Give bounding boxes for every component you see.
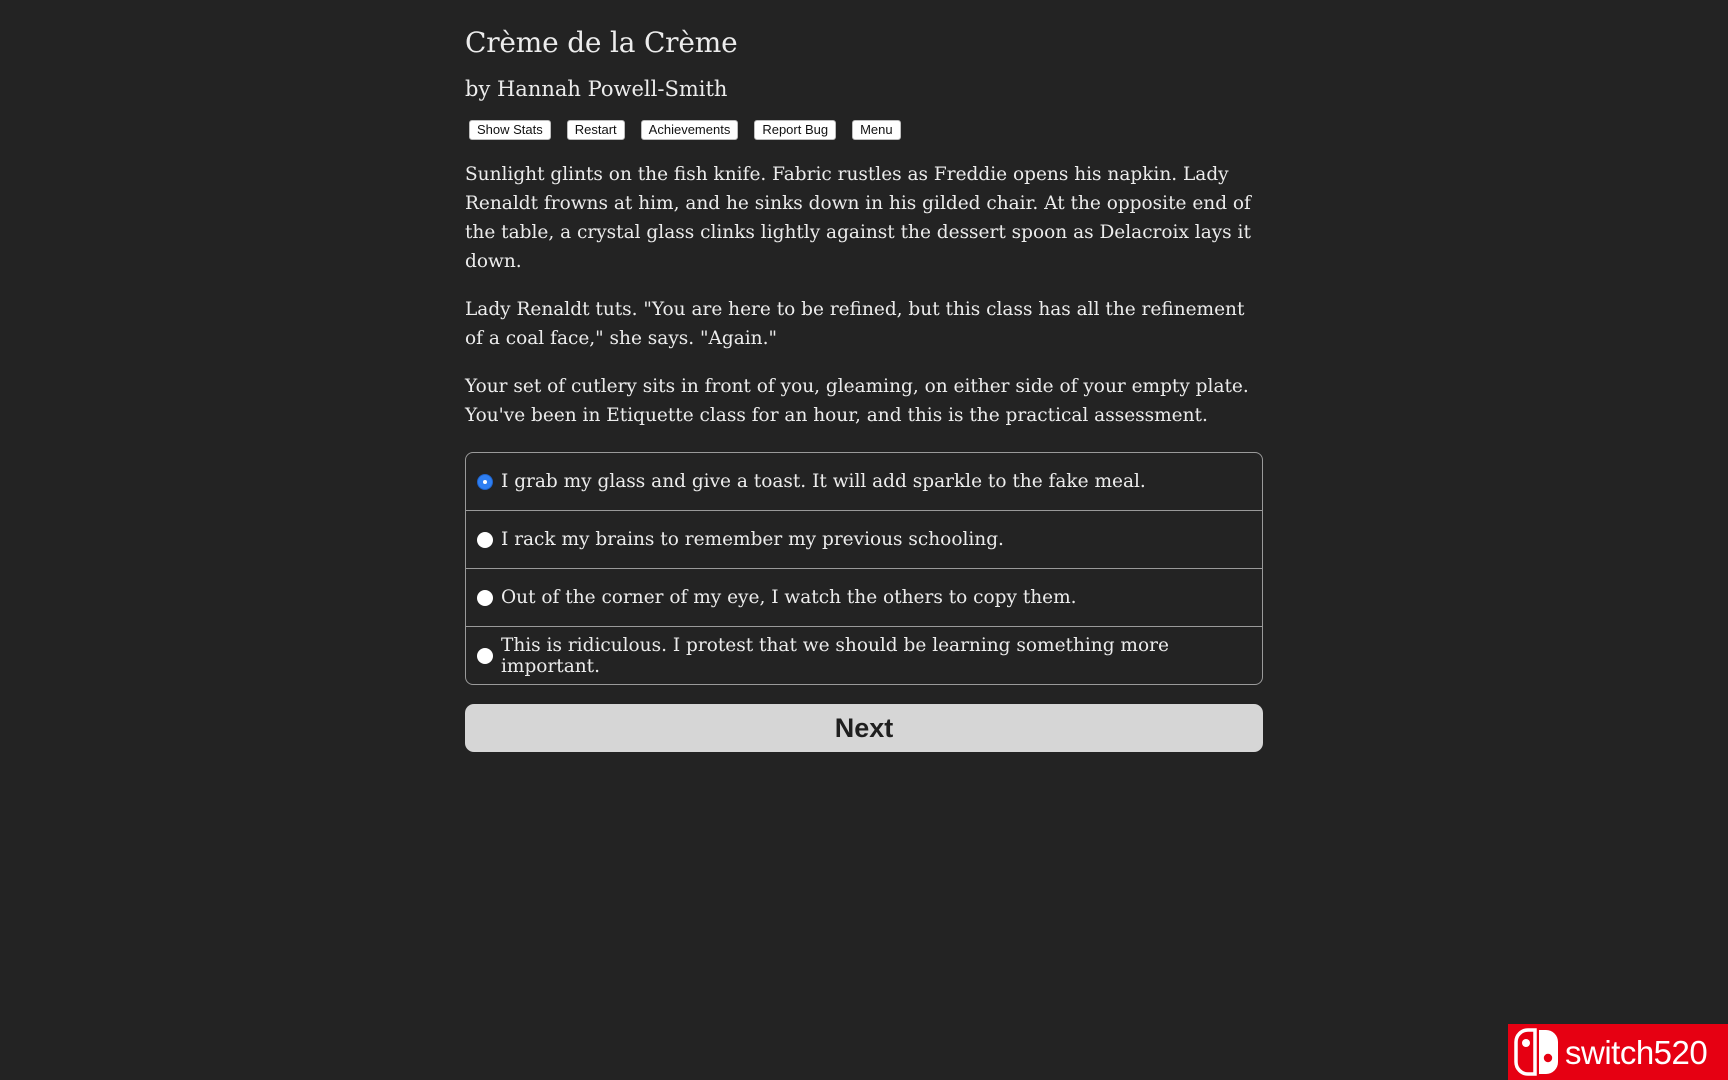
choice-label: This is ridiculous. I protest that we should be learning something more important. [501,634,1169,677]
toolbar [465,120,1263,140]
game-container [465,0,1263,752]
story-paragraph: Your set of cutlery sits in front of you, gleaming, on either side of your empty plate. You've been in Etiquette class for an hour, and this is the practical assessment. [465,376,1249,426]
author-line: by Hannah Powell-Smith [465,77,728,101]
story-text [465,160,1263,430]
choice-label: I rack my brains to remember my previous schooling. [501,529,1004,550]
radio-button[interactable] [477,474,493,490]
radio-button[interactable] [477,590,493,606]
choice-option[interactable] [466,510,1262,568]
story-paragraph: Lady Renaldt tuts. "You are here to be refined, but this class has all the refinement of a coal face," she says. "Again." [465,299,1245,349]
choice-option[interactable] [466,626,1262,684]
choice-list [465,452,1263,685]
show-stats-button[interactable]: Show Stats [469,120,551,140]
watermark-text: switch520 [1565,1033,1708,1071]
nintendo-switch-logo-icon [1511,1026,1563,1078]
choice-label: Out of the corner of my eye, I watch the others to copy them. [501,587,1077,608]
radio-button[interactable] [477,532,493,548]
story-paragraph: Sunlight glints on the fish knife. Fabric rustles as Freddie opens his napkin. Lady Renaldt frowns at him, and he sinks down in his gilded chair. At the opposite end of the table, a crystal glass clinks lightly against the dessert spoon as Delacroix lays it down. [465,164,1251,272]
page-title: Crème de la Crème [465,26,738,59]
report-bug-button[interactable]: Report Bug [754,120,836,140]
choice-option[interactable] [466,453,1262,510]
achievements-button[interactable]: Achievements [641,120,739,140]
watermark [1508,1024,1728,1080]
next-button[interactable]: Next [465,704,1263,752]
choice-option[interactable] [466,568,1262,626]
radio-button[interactable] [477,648,493,664]
menu-button[interactable]: Menu [852,120,901,140]
choice-label: I grab my glass and give a toast. It will add sparkle to the fake meal. [501,471,1146,492]
restart-button[interactable]: Restart [567,120,625,140]
